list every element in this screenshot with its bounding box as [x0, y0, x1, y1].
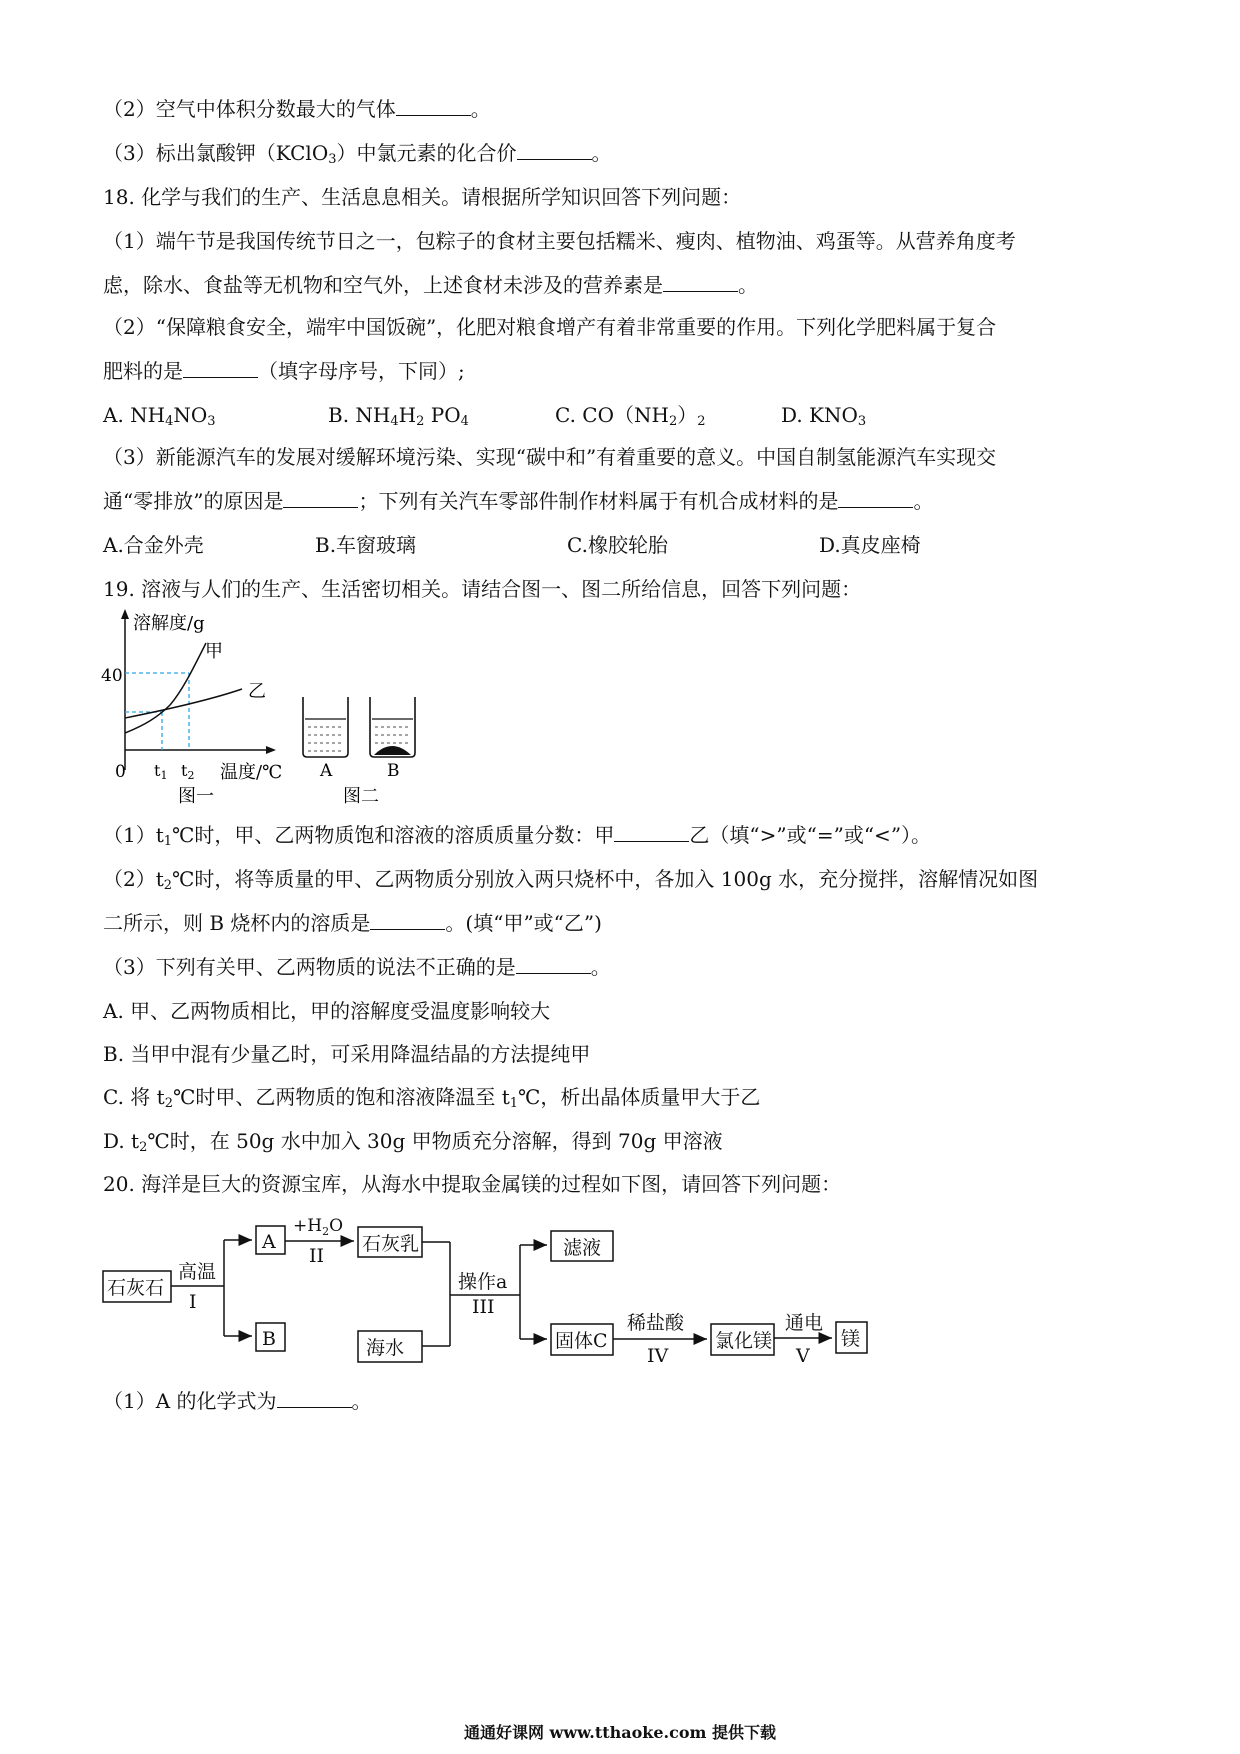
- q19-option-a: A. 甲、乙两物质相比，甲的溶解度受温度影响较大: [103, 999, 551, 1023]
- answer-blank[interactable]: [663, 273, 738, 292]
- q17-part3: （3）标出氯酸钾（KClO$_3$）中氯元素的化合价 。: [103, 141, 612, 167]
- label-op-a: 操作a: [458, 1271, 508, 1293]
- label-plus-water: $+H_2O$: [293, 1216, 344, 1238]
- beaker-b-label: B: [387, 761, 400, 781]
- answer-blank[interactable]: [614, 823, 689, 842]
- q18-part2-line2: 肥料的是 （填字母序号，下同）;: [103, 359, 465, 383]
- q18-part3-option-a: A.合金外壳: [103, 533, 204, 557]
- x-tick-t2: t2: [181, 761, 195, 782]
- label-solid-c: 固体C: [555, 1330, 608, 1352]
- label-b: B: [262, 1328, 276, 1350]
- curve-jia-label: 甲: [205, 641, 223, 662]
- q19-stem: 19. 溶液与人们的生产、生活密切相关。请结合图一、图二所给信息，回答下列问题：: [103, 577, 862, 601]
- label-mgcl2: 氯化镁: [715, 1330, 773, 1352]
- label-dilute-hcl: 稀盐酸: [627, 1312, 685, 1334]
- figure1-caption: 图一: [178, 786, 214, 807]
- x-tick-t1: t1: [154, 761, 168, 782]
- answer-blank[interactable]: [516, 955, 591, 974]
- q18-option-a: A. $NH_4NO_3$: [103, 403, 216, 429]
- q18-part3-option-b: B.车窗玻璃: [315, 533, 417, 557]
- q18-part3-line2: 通“零排放”的原因是 ；下列有关汽车零部件制作材料属于有机合成材料的是 。: [103, 489, 934, 513]
- q18-part3-line1: （3）新能源汽车的发展对缓解环境污染、实现“碳中和”有着重要的意义。中国自制氢能源汽车实现交: [103, 445, 997, 469]
- y-axis-label: 溶解度/g: [133, 613, 205, 634]
- q18-option-b: B. $NH_4H_2$ $PO_4$: [328, 403, 469, 429]
- label-step3: III: [472, 1296, 495, 1318]
- q20-part1: （1）A 的化学式为 。: [103, 1389, 372, 1413]
- q20-stem: 20. 海洋是巨大的资源宝库，从海水中提取金属镁的过程如下图，请回答下列问题：: [103, 1172, 842, 1196]
- undissolved-solid: [374, 746, 411, 755]
- q18-stem: 18. 化学与我们的生产、生活息息相关。请根据所学知识回答下列问题：: [103, 185, 742, 209]
- q18-option-c: C. $CO(NH_2)_2$: [555, 403, 706, 429]
- q19-part1: $(1)t_1℃$时，甲、乙两物质饱和溶液的溶质质量分数：甲 乙（填“>”或“=”或“<”）。: [103, 823, 932, 849]
- q18-option-d: D. $KNO_3$: [781, 403, 867, 429]
- q17-part2: （2）空气中体积分数最大的气体 。: [103, 97, 491, 121]
- q18-part2-line1: （2）“保障粮食安全，端牢中国饭碗”，化肥对粮食增产有着非常重要的作用。下列化学肥料属于复合: [103, 315, 997, 339]
- label-lime-milk: 石灰乳: [362, 1233, 420, 1255]
- beaker-a: [303, 697, 348, 757]
- q19-part3: （3）下列有关甲、乙两物质的说法不正确的是 。: [103, 955, 611, 979]
- q18-part1-line1: （1）端午节是我国传统节日之一，包粽子的食材主要包括糯米、瘦肉、植物油、鸡蛋等。从营养角度考: [103, 229, 1016, 253]
- label-limestone: 石灰石: [107, 1277, 165, 1299]
- answer-blank[interactable]: [183, 359, 258, 378]
- label-step5: V: [796, 1345, 810, 1367]
- label-step4: IV: [647, 1345, 669, 1367]
- beaker-b: [370, 697, 415, 757]
- label-filtrate: 滤液: [563, 1237, 602, 1259]
- q18-part3-option-d: D.真皮座椅: [819, 533, 921, 557]
- label-step1: I: [189, 1291, 197, 1313]
- answer-blank[interactable]: [396, 97, 471, 116]
- q18-part1-line2: 虑，除水、食盐等无机物和空气外，上述食材未涉及的营养素是 。: [103, 273, 758, 297]
- label-step2: II: [309, 1245, 325, 1267]
- figure2-caption: 图二: [343, 786, 379, 807]
- x-axis-arrow: [266, 746, 276, 754]
- page-footer: 通通好课网 www.tthaoke.com 提供下载: [463, 1723, 777, 1742]
- answer-blank[interactable]: [370, 911, 445, 930]
- y-tick-40: 40: [101, 666, 123, 686]
- q18-part3-option-c: C.橡胶轮胎: [567, 533, 668, 557]
- answer-blank[interactable]: [838, 489, 913, 508]
- curve-yi-label: 乙: [248, 681, 266, 702]
- q19-part2-line2: 二所示，则 B 烧杯内的溶质是 。(填“甲”或“乙”): [103, 911, 602, 935]
- answer-blank[interactable]: [283, 489, 358, 508]
- answer-blank[interactable]: [517, 141, 592, 160]
- q19-option-c: C. 将 $t_2℃$时甲、乙两物质的饱和溶液降温至 $t_1℃$，析出晶体质量甲大于乙: [103, 1085, 761, 1111]
- curve-yi: [125, 689, 242, 718]
- q19-part2-line1: $(2)t_2℃$时，将等质量的甲、乙两物质分别放入两只烧杯中，各加入 100g 水，充分搅拌，溶解情况如图: [103, 867, 1039, 893]
- curve-jia: [125, 643, 206, 733]
- answer-blank[interactable]: [277, 1389, 352, 1408]
- label-a: A: [262, 1231, 276, 1253]
- label-high-temp: 高温: [178, 1261, 217, 1283]
- label-electrolysis: 通电: [785, 1312, 824, 1334]
- x-axis-label: 温度/℃: [220, 762, 283, 783]
- y-axis-arrow: [121, 609, 129, 619]
- q19-option-d: D. $t_2℃$时，在 50g 水中加入 30g 甲物质充分溶解，得到 70g 甲溶液: [103, 1129, 723, 1155]
- label-seawater: 海水: [366, 1337, 405, 1359]
- origin-label: 0: [115, 762, 126, 782]
- q19-option-b: B. 当甲中混有少量乙时，可采用降温结晶的方法提纯甲: [103, 1042, 591, 1066]
- beaker-a-label: A: [320, 761, 333, 781]
- q20-flowchart: [100, 1205, 980, 1385]
- label-mg: 镁: [841, 1328, 861, 1350]
- q19-figures: [100, 605, 440, 815]
